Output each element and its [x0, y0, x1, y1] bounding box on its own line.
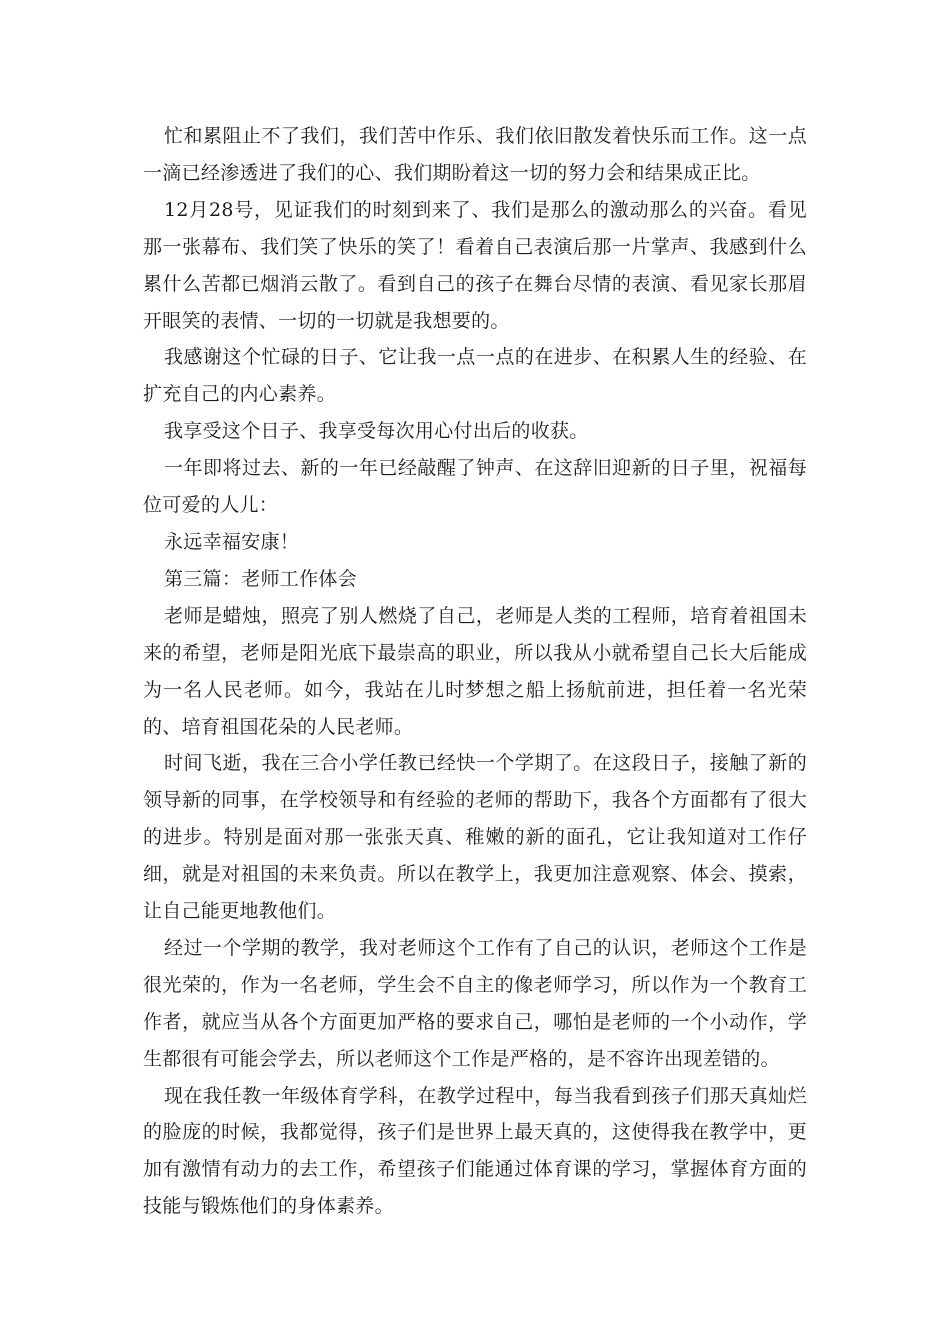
paragraph-1: 忙和累阻止不了我们，我们苦中作乐、我们依旧散发着快乐而工作。这一点一滴已经渗透进了我们的心、我们期盼着这一切的努力会和结果成正比。: [143, 125, 807, 184]
paragraph-4: 我享受这个日子、我享受每次用心付出后的收获。: [164, 420, 589, 443]
paragraph-6: 永远幸福安康！: [164, 530, 300, 553]
document-body: [143, 118, 807, 1225]
paragraph-2: 12月28号，见证我们的时刻到来了、我们是那么的激动那么的兴奋。看见那一张幕布、我们笑了快乐的笑了！看着自己表演后那一片掌声、我感到什么累什么苦都已烟消云散了。看到自己的孩子在舞台尽情的表演、看见家长那眉开眼笑的表情、一切的一切就是我想要的。: [143, 198, 807, 332]
section-heading: 第三篇：老师工作体会: [164, 567, 358, 590]
paragraph-8: 老师是蜡烛，照亮了别人燃烧了自己，老师是人类的工程师，培育着祖国未来的希望，老师是阳光底下最崇高的职业，所以我从小就希望自己长大后能成为一名人民老师。如今，我站在儿时梦想之船上扬航前进，担任着一名光荣的、培育祖国花朵的人民老师。: [143, 604, 807, 738]
paragraph-11: 现在我任教一年级体育学科，在教学过程中，每当我看到孩子们那天真灿烂的脸庞的时候，我都觉得，孩子们是世界上最天真的，这使得我在教学中，更加有激情有动力的去工作，希望孩子们能通过体育课的学习，掌握体育方面的技能与锻炼他们的身体素养。: [143, 1084, 807, 1218]
paragraph-9: 时间飞逝，我在三合小学任教已经快一个学期了。在这段日子，接触了新的领导新的同事，在学校领导和有经验的老师的帮助下，我各个方面都有了很大的进步。特别是面对那一张张天真、稚嫩的新的面孔，它让我知道对工作仔细，就是对祖国的未来负责。所以在教学上，我更加注意观察、体会、摸索，让自己能更地教他们。: [143, 752, 807, 923]
paragraph-10: 经过一个学期的教学，我对老师这个工作有了自己的认识，老师这个工作是很光荣的，作为一名老师，学生会不自主的像老师学习，所以作为一个教育工作者，就应当从各个方面更加严格的要求自己，哪怕是老师的一个小动作，学生都很有可能会学去，所以老师这个工作是严格的，是不容许出现差错的。: [143, 936, 807, 1070]
paragraph-3: 我感谢这个忙碌的日子、它让我一点一点的在进步、在积累人生的经验、在扩充自己的内心素养。: [143, 346, 807, 406]
paragraph-5: 一年即将过去、新的一年已经敲醒了钟声、在这辞旧迎新的日子里，祝福每位可爱的人儿：: [143, 457, 807, 517]
